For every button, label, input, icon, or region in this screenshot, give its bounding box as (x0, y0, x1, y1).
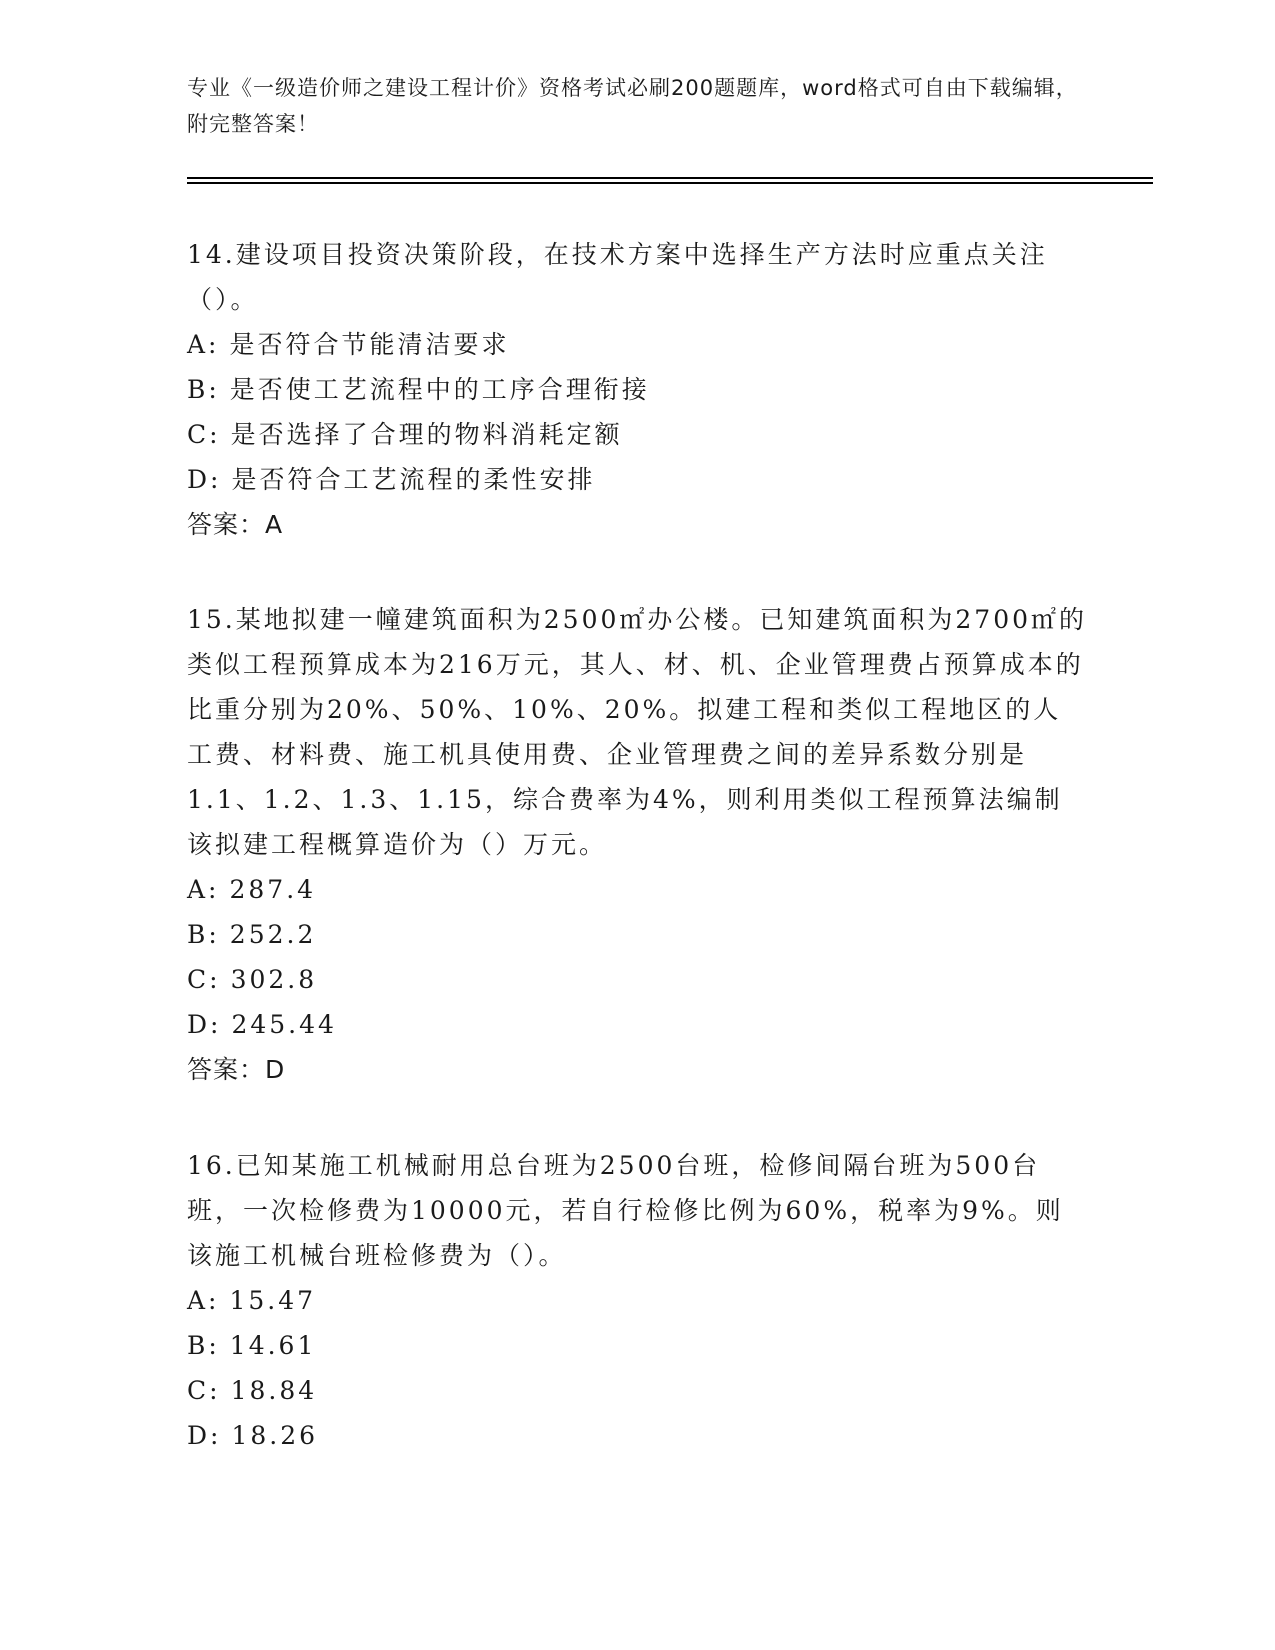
header-divider-top (187, 177, 1153, 179)
option-c (187, 1368, 1087, 1413)
option-key: A: (187, 1286, 220, 1315)
option-value: 18.84 (230, 1376, 318, 1405)
option-value: 287.4 (229, 875, 317, 904)
question-15 (187, 597, 1087, 1092)
option-c (187, 957, 1087, 1002)
option-value: 245.44 (231, 1010, 337, 1039)
option-b (187, 1323, 1087, 1368)
option-a (187, 867, 1087, 912)
option-key: A: (187, 330, 220, 359)
option-value: 15.47 (229, 1286, 317, 1315)
option-key: C: (187, 420, 221, 449)
option-d (187, 1413, 1087, 1458)
option-value: 14.61 (229, 1331, 317, 1360)
option-b (187, 367, 1087, 412)
option-key: B: (187, 920, 220, 949)
document-header: 专业《一级造价师之建设工程计价》资格考试必刷200题题库，word格式可自由下载编辑，附完整答案！ (187, 76, 1078, 136)
option-d (187, 457, 1087, 502)
header-divider-bottom (187, 182, 1153, 184)
answer-label: 答案：D (187, 1055, 286, 1084)
option-key: D: (187, 1421, 222, 1450)
option-value: 302.8 (230, 965, 318, 994)
option-key: A: (187, 875, 220, 904)
option-a (187, 1278, 1087, 1323)
question-16 (187, 1143, 1087, 1458)
option-key: D: (187, 465, 222, 494)
option-value: 是否符合节能清洁要求 (229, 330, 510, 359)
question-14 (187, 232, 1087, 547)
option-value: 是否选择了合理的物料消耗定额 (230, 420, 623, 449)
option-value: 是否符合工艺流程的柔性安排 (231, 465, 596, 494)
option-key: D: (187, 1010, 222, 1039)
question-text: 15.某地拟建一幢建筑面积为2500㎡办公楼。已知建筑面积为2700㎡的类似工程预算成本为216万元，其人、材、机、企业管理费占预算成本的比重分别为20%、50%、10%、20%。拟建工程和类似工程地区的人工费、材料费、施工机具使用费、企业管理费之间的差异系数分别是1.1、1.2、1.3、1.15，综合费率为4%，则利用类似工程预算法编制该拟建工程概算造价为（）万元。 (187, 605, 1088, 859)
option-a (187, 322, 1087, 367)
option-key: B: (187, 1331, 220, 1360)
option-key: C: (187, 1376, 221, 1405)
answer-label: 答案：A (187, 510, 284, 539)
option-b (187, 912, 1087, 957)
option-value: 252.2 (229, 920, 317, 949)
option-c (187, 412, 1087, 457)
option-key: B: (187, 375, 220, 404)
question-text: 16.已知某施工机械耐用总台班为2500台班，检修间隔台班为500台班，一次检修费为10000元，若自行检修比例为60%，税率为9%。则该施工机械台班检修费为（）。 (187, 1151, 1064, 1270)
option-value: 18.26 (231, 1421, 319, 1450)
option-value: 是否使工艺流程中的工序合理衔接 (229, 375, 650, 404)
question-text: 14.建设项目投资决策阶段，在技术方案中选择生产方法时应重点关注（）。 (187, 240, 1048, 314)
option-d (187, 1002, 1087, 1047)
option-key: C: (187, 965, 221, 994)
